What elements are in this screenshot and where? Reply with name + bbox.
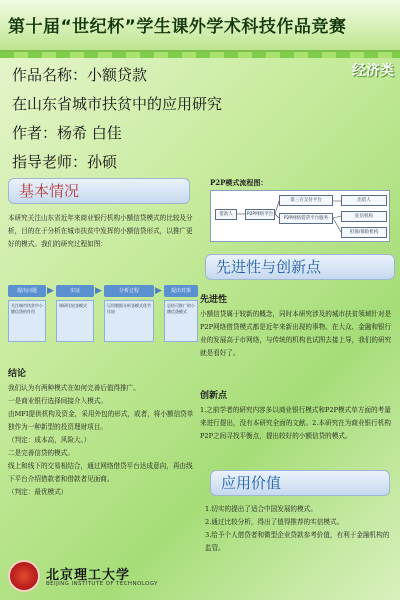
conclusion-line: 二是完善信贷的模式。: [8, 449, 74, 457]
node-guarantee: 担保/保险机构: [341, 227, 387, 238]
flow-step-head: 分析过程: [104, 285, 154, 297]
section-innovation-title: 先进性与创新点: [205, 254, 395, 280]
conclusion-text: [8, 382, 198, 499]
section-basic-title: 基本情况: [8, 178, 190, 204]
university-name-en: BEIJING INSTITUTE OF TECHNOLOGY: [46, 581, 158, 587]
banner-title: 第十届“世纪杯”学生课外学术科技作品竞赛: [8, 17, 347, 37]
flow-step-head: 实证: [56, 285, 94, 297]
flow-step-body: 运用数据分析各模式优劣比较: [104, 300, 154, 342]
diagram-connectors: [211, 191, 391, 243]
flow-step-head: 提出问题: [8, 285, 46, 297]
conclusion-line: 线上和线下的交易相结合，通过网络借贷平台达成意向，再由线下平台介绍借款者和借款者见面商。: [8, 462, 193, 483]
flow-step-head: 提出对策: [164, 285, 198, 297]
conclusion-title: 结论: [8, 369, 27, 379]
node-platform: P2P网络平台: [245, 209, 275, 220]
flow-step-2: [56, 285, 94, 342]
section-value-title: 应用价值: [210, 470, 390, 496]
node-third-party: 第三方支付平台: [279, 195, 333, 206]
project-name: 作品名称：小额贷款: [12, 66, 148, 84]
node-borrower: 借款人: [215, 209, 237, 220]
flow-step-3: [104, 285, 154, 342]
conclusion-line: 由MFI提供机构及资金，采用外包的形式，或者，将小额信贷单独作为一种新型的投资理财项目。: [8, 410, 194, 431]
project-subtitle: 在山东省城市扶贫中的应用研究: [12, 95, 223, 113]
flow-step-body: 总结可推广的小额信贷模式: [164, 300, 198, 342]
advisor: 指导老师：孙硕: [12, 153, 118, 171]
advantage-title: 先进性: [200, 295, 228, 305]
conclusion-line: （判定：成本高，风险大。）: [8, 436, 91, 444]
node-lender: 出借人: [341, 195, 387, 206]
decorative-stripe: [0, 52, 400, 58]
p2p-diagram-title: P2P模式流程图：: [210, 178, 268, 187]
flow-step-1: [8, 285, 46, 342]
research-flow: [8, 285, 198, 355]
innovation-text: 1.之前学者的研究内容多以商业银行模式和P2P模式单方面的考量来进行提出，没有本研究全面的文献。2.本研究在为商业银行机构P2P之间寻找平衡点，提出较好的小额信贷的模式。: [200, 406, 391, 440]
basic-intro: 本研究关注山东省近年来商业银行机构小额信贷模式的比较及分析，目的在于分析在城市扶贫中发挥的小额信贷形式，以推广更好的模式。我们的研究过程如图：: [8, 214, 193, 248]
arrow-icon: ▶: [47, 286, 54, 296]
authors: 作者：杨希 白佳: [12, 124, 122, 142]
advantage-text: 小额信贷属于较新的概念，同时本研究涉及的城市扶贫领域针对是P2P网络借贷模式都是近年来新出现的事物。在大众、金融和银行业的发展高于市网络，与传统的机构也试图去接上导，我们的研究就是看好了。: [200, 310, 392, 357]
value-text: [205, 503, 393, 555]
conclusion-line: （判定：最优模式）: [8, 488, 68, 496]
university-seal-icon: [8, 560, 40, 592]
flow-step-4: [164, 285, 198, 342]
innovation-title: 创新点: [200, 391, 228, 401]
node-credit: 征信机构: [341, 211, 387, 222]
arrow-icon: ▶: [95, 286, 102, 296]
value-line: 1.切实的提出了适合中国发展的模式。: [205, 505, 317, 513]
conclusion-line: 我们认为有两种模式在如何完善后值得推广。: [8, 384, 140, 392]
conclusion-line: 一是商业银行选择间接介入模式。: [8, 397, 107, 405]
flow-step-body: 关注城市扶贫中小额信贷的作用: [8, 300, 46, 342]
p2p-flow-diagram: [210, 190, 390, 242]
node-service: P2P网络借贷平台服务: [279, 213, 333, 224]
category-label: 经济类: [352, 63, 394, 79]
value-line: 2.通过比较分析，得出了值得推荐的实信模式。: [205, 518, 344, 526]
university-name: 北京理工大学: [46, 568, 131, 583]
arrow-icon: ▶: [155, 286, 162, 296]
flow-step-body: 调研比较各模式: [56, 300, 94, 342]
value-line: 3.给予个人借贷者和微型企业贷款参考价值，有利于金融机构的监管。: [205, 531, 390, 552]
